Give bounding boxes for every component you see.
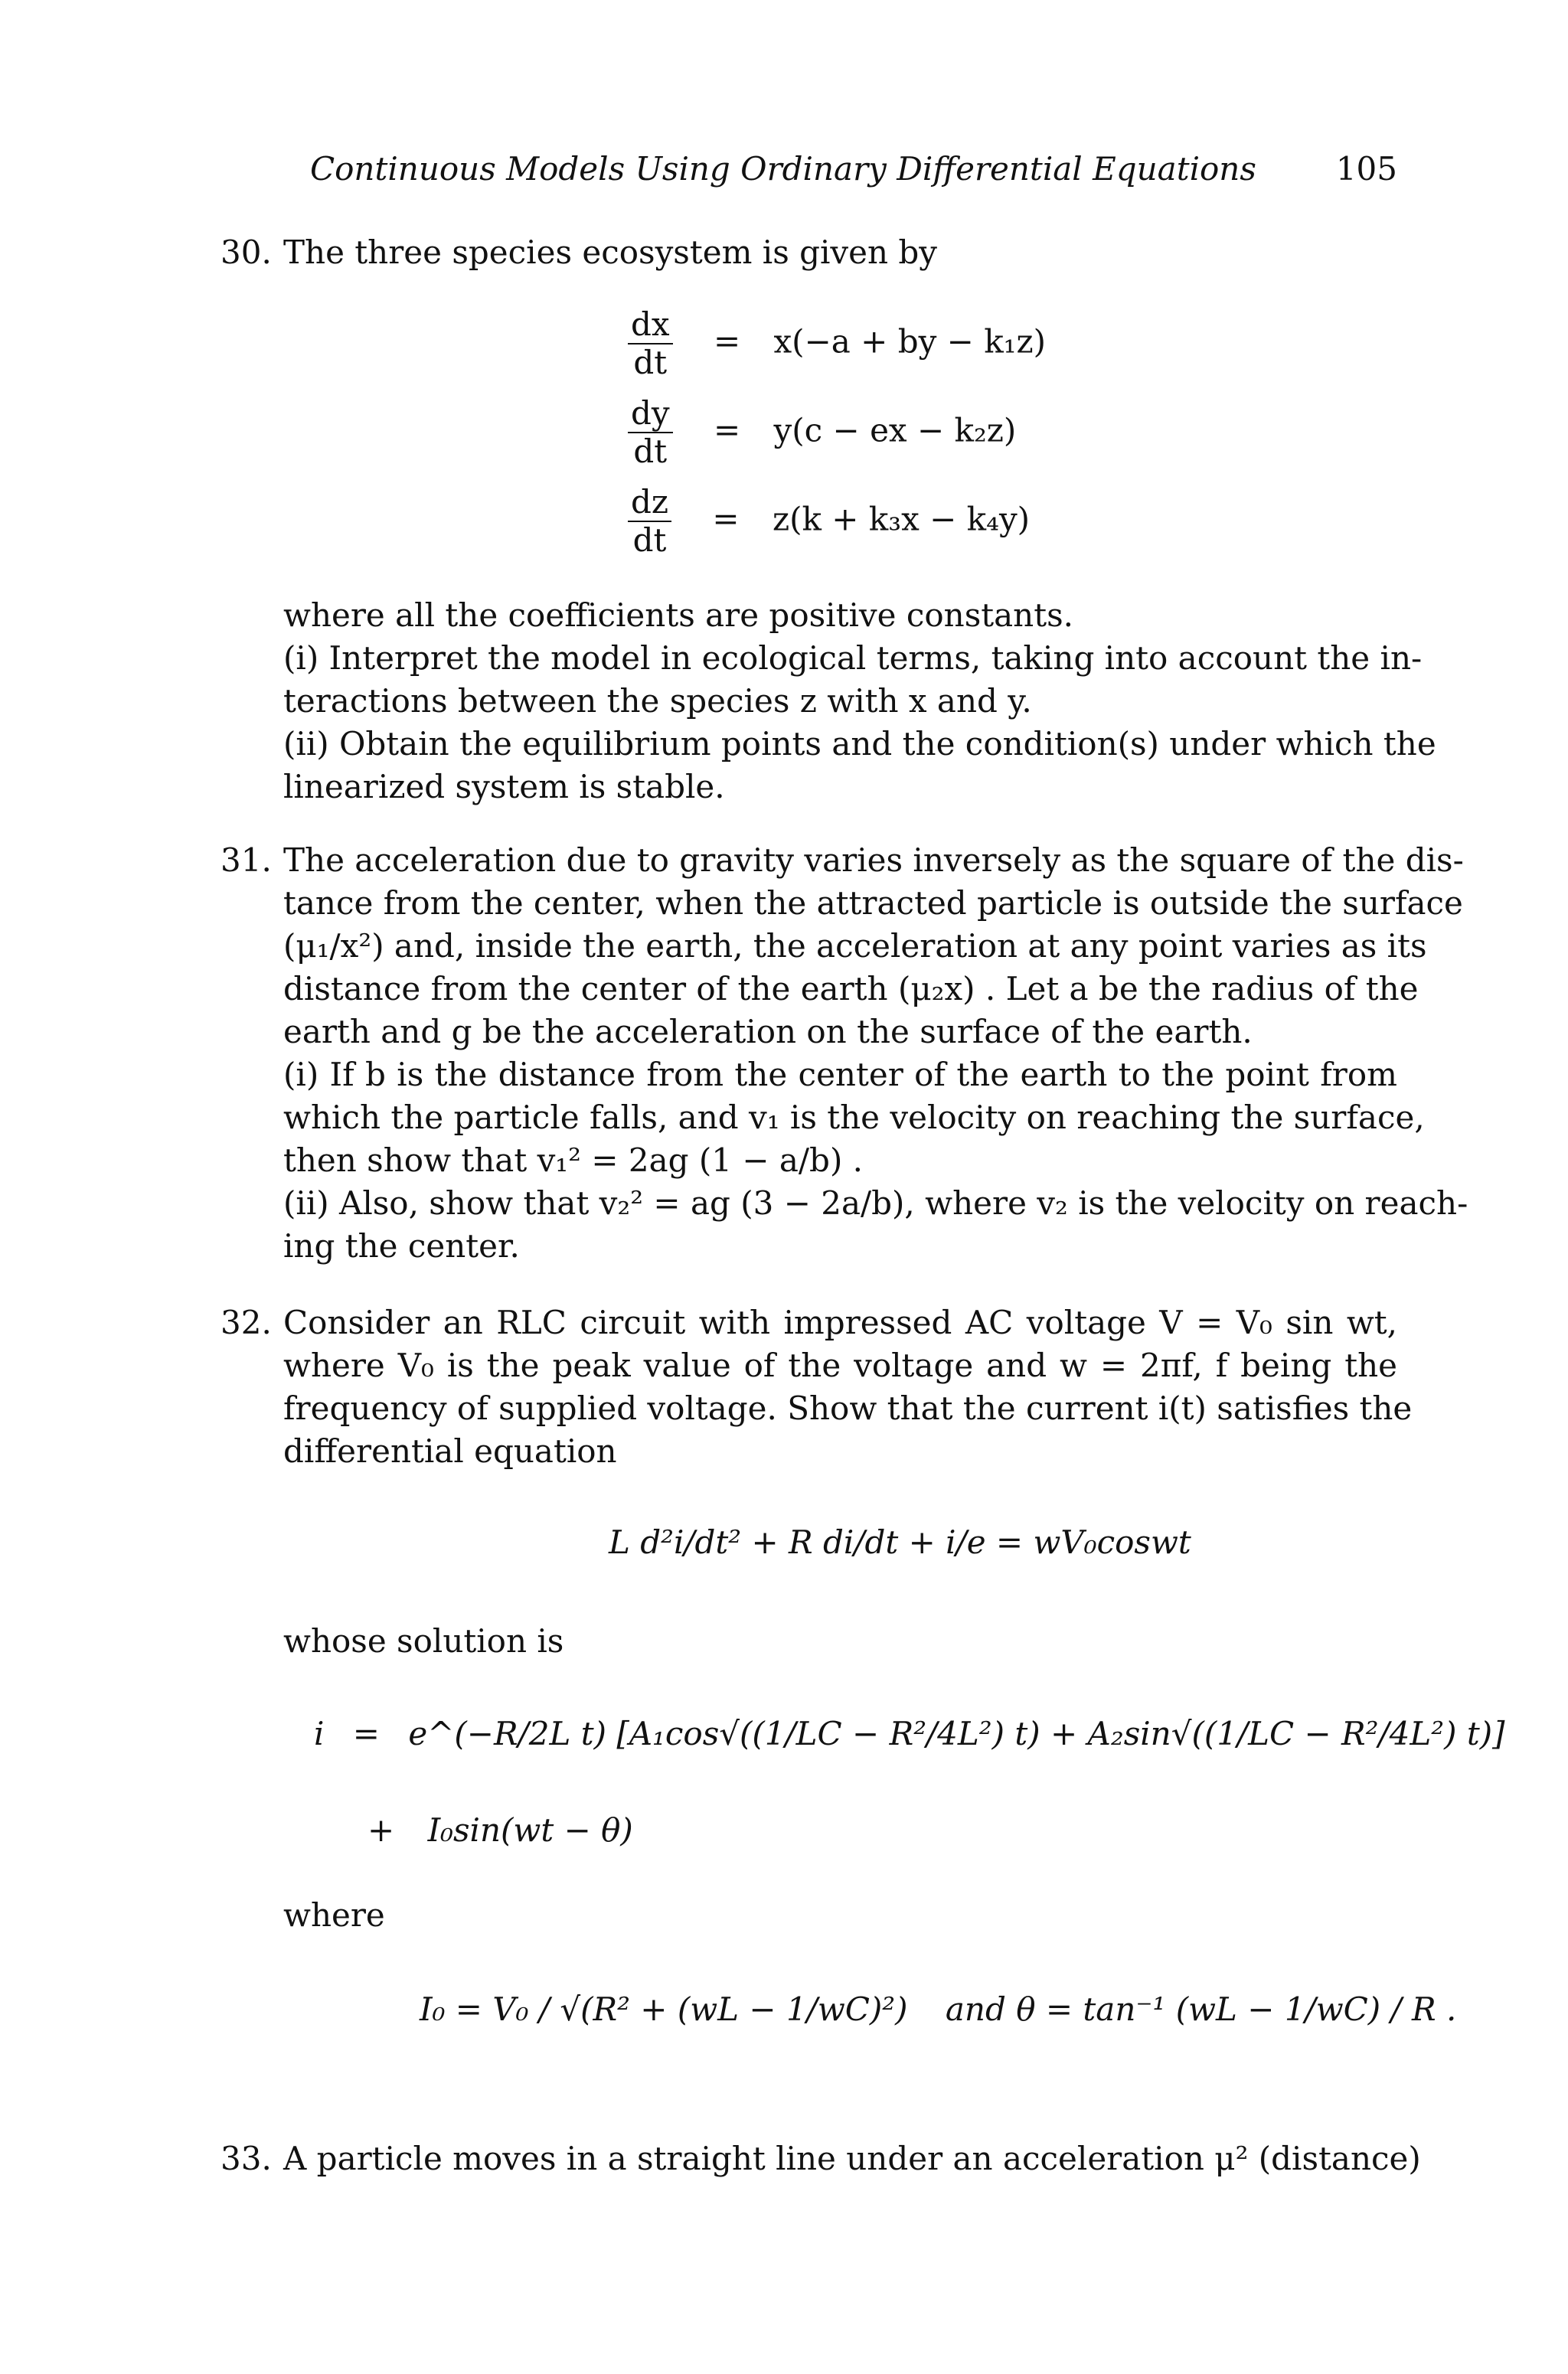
solution-intro: whose solution is [283, 1622, 564, 1660]
text-line: (i) If b is the distance from the center of the earth to the point from [283, 1056, 1397, 1093]
text-line: where all the coefficients are positive constants. [283, 596, 1073, 634]
solution-plus: + [368, 1811, 395, 1849]
running-header [310, 150, 1397, 196]
ode-dx-rhs: x(−a + by − k₁z) [773, 322, 1047, 361]
ode-system [628, 306, 1046, 573]
rlc-differential-equation: L d²i/dt² + R di/dt + i/e = wV₀coswt [609, 1523, 1191, 1561]
text-line: earth and g be the acceleration on the surface of the earth. [283, 1013, 1253, 1050]
i0-definition [420, 1990, 1456, 2028]
where-label: where [283, 1896, 385, 1934]
text-line: Consider an RLC circuit with impressed AC voltage V = V₀ sin wt, [283, 1304, 1397, 1341]
solution-lhs: i [314, 1715, 325, 1752]
problem-number: 32. [220, 1304, 272, 1341]
ode-dx: $\frac{dx}{dt}$ = x(−a + by − k₁z) [628, 306, 1046, 395]
text-line: (ii) Also, show that v₂² = ag (3 − 2a/b), where v₂ is the velocity on reach- [283, 1184, 1468, 1222]
text-line: The acceleration due to gravity varies inversely as the square of the dis- [283, 841, 1464, 879]
text-line: A particle moves in a straight line under an acceleration μ² (distance) [283, 2140, 1421, 2177]
text-line: linearized system is stable. [283, 768, 725, 805]
ode-dy-rhs: y(c − ex − k₂z) [773, 411, 1017, 449]
theta-formula: and θ = tan⁻¹ (wL − 1/wC) / R . [945, 1990, 1457, 2028]
text-line: teractions between the species z with x and y. [283, 682, 1032, 720]
text-line: tance from the center, when the attracted particle is outside the surface [283, 884, 1463, 922]
page-number: 105 [1335, 150, 1397, 188]
problem-number: 33. [220, 2140, 272, 2177]
text-line: ing the center. [283, 1227, 520, 1265]
text-line: (ii) Obtain the equilibrium points and the condition(s) under which the [283, 725, 1436, 762]
text-line: which the particle falls, and v₁ is the velocity on reaching the surface, [283, 1099, 1425, 1136]
problem-intro: The three species ecosystem is given by [283, 233, 938, 271]
solution-line-2 [368, 1811, 633, 1849]
solution-line-1: i = e^(−R/2L t) [A₁cos√((1/LC − R²/4L²) t) + A₂sin√((1/LC − R²/4L²) t)] [314, 1715, 1505, 1752]
text-line: (μ₁/x²) and, inside the earth, the acceleration at any point varies as its [283, 927, 1427, 965]
problem-number: 30. [220, 233, 272, 271]
text-line: differential equation [283, 1432, 617, 1470]
text-line: frequency of supplied voltage. Show that the current i(t) satisfies the [283, 1389, 1413, 1427]
ode-dz: $\frac{dz}{dt}$ = z(k + k₃x − k₄y) [628, 484, 1046, 573]
text-line: then show that v₁² = 2ag (1 − a/b) . [283, 1141, 864, 1179]
ode-dz-rhs: z(k + k₃x − k₄y) [772, 500, 1031, 538]
problem-body [283, 231, 1397, 274]
i0-formula: I₀ = V₀ / √(R² + (wL − 1/wC)²) [420, 1990, 908, 2028]
ode-dy: $\frac{dy}{dt}$ = y(c − ex − k₂z) [628, 395, 1046, 484]
solution-steady-term: I₀sin(wt − θ) [427, 1811, 633, 1849]
solution-rhs: e^(−R/2L t) [A₁cos√((1/LC − R²/4L²) t) + A₂sin√((1/LC − R²/4L²) t)] [408, 1715, 1505, 1752]
text-line: (i) Interpret the model in ecological terms, taking into account the in- [283, 639, 1423, 677]
problem-number: 31. [220, 841, 272, 879]
text-line: distance from the center of the earth (μ₂x) . Let a be the radius of the [283, 970, 1419, 1007]
text-line: where V₀ is the peak value of the voltage and w = 2πf, f being the [283, 1347, 1397, 1384]
running-title: Continuous Models Using Ordinary Differential Equations [310, 150, 1256, 188]
